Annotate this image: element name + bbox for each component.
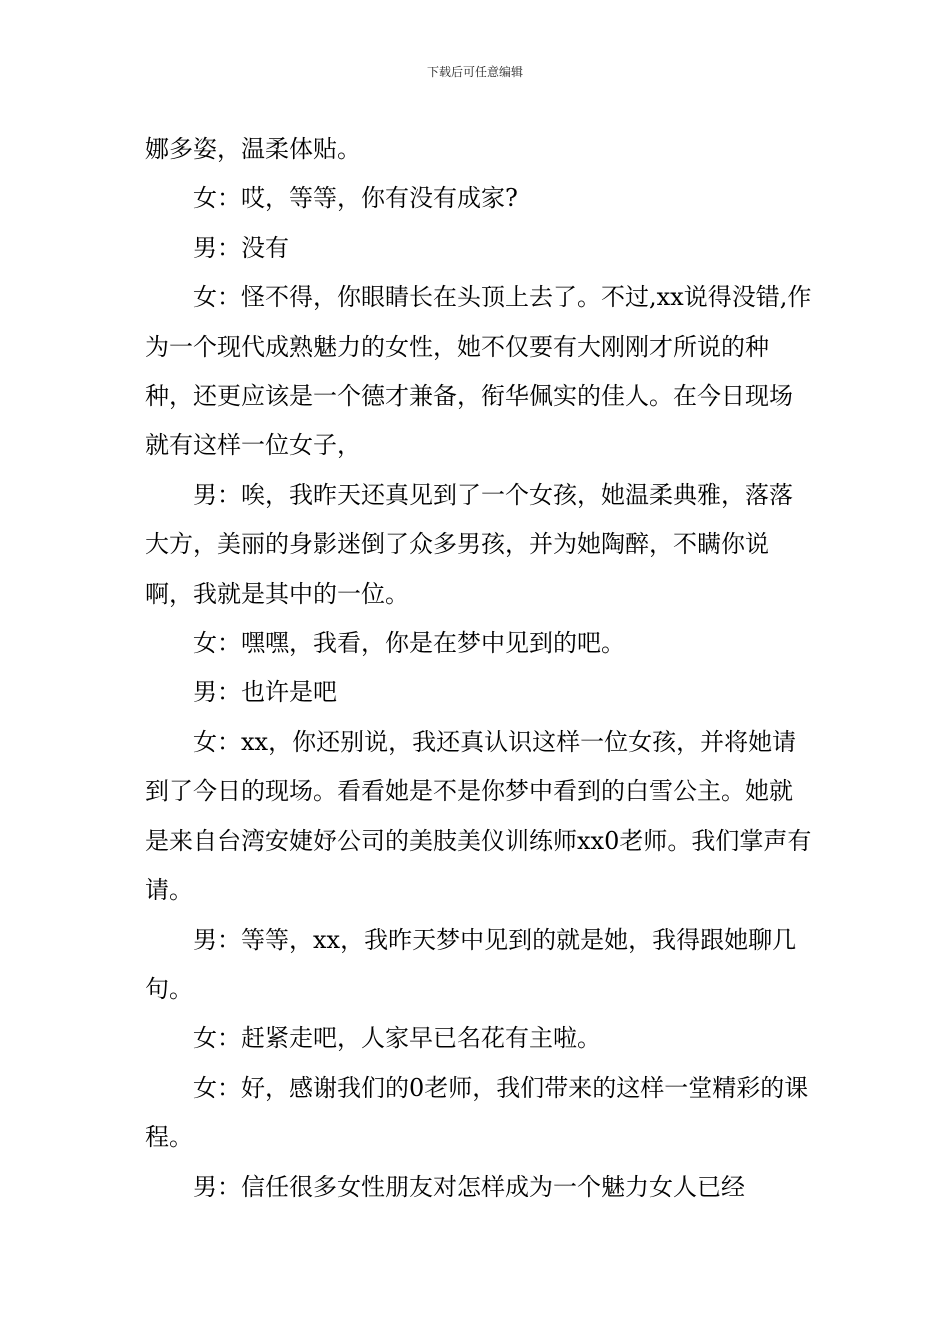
paragraph: 男：唉，我昨天还真见到了一个女孩，她温柔典雅，落落大方，美丽的身影迷倒了众多男孩，并为她陶醉，不瞒你说啊，我就是其中的一位。 [145, 480, 793, 608]
paragraph: 娜多姿，温柔体贴。 [145, 135, 361, 163]
paragraph: 男：等等，xx，我昨天梦中见到的就是她，我得跟她聊几句。 [145, 925, 797, 1003]
page-header: 下载后可任意编辑 [426, 65, 523, 79]
paragraph: 女：哎，等等，你有没有成家? [193, 184, 518, 213]
paragraph: 女：xx，你还别说，我还真认识这样一位女孩，并将她请到了今日的现场。看看她是不是你梦中看到的白雪公主。她就是来自台湾安婕妤公司的美肢美仪训练师xx0老师。我们掌声有请。 [145, 727, 812, 905]
paragraph: 女：好，感谢我们的0老师，我们带来的这样一堂精彩的课程。 [145, 1073, 809, 1152]
paragraph: 女：嘿嘿，我看，你是在梦中见到的吧。 [193, 629, 625, 658]
paragraph: 男：也许是吧 [193, 678, 337, 707]
document-body [145, 125, 813, 1212]
paragraph: 男：信任很多女性朋友对怎样成为一个魅力女人已经 [193, 1172, 745, 1201]
paragraph: 女：赶紧走吧，人家早已名花有主啦。 [193, 1024, 601, 1053]
paragraph: 女：怪不得，你眼睛长在头顶上去了。不过,xx说得没错,作为一个现代成熟魅力的女性，她不仅要有大刚刚才所说的种种，还更应该是一个德才兼备，衔华佩实的佳人。在今日现场就有这样一位女子， [145, 283, 812, 460]
paragraph: 男：没有 [193, 233, 289, 262]
